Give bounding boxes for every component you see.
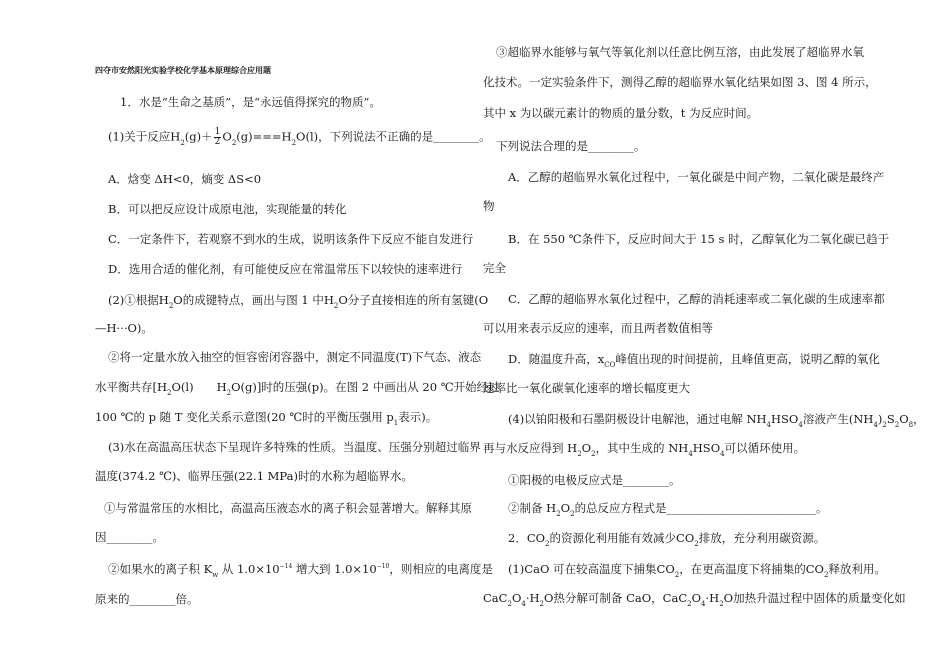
right-question: 下列说法合理的是________。 [496, 139, 646, 153]
q1-part3-item1-cont: 因________。 [95, 530, 164, 544]
option-c: C．一定条件下，若观察不到水的生成，说明该条件下反应不能自发进行 [108, 232, 474, 246]
fraction: $\frac{1}{2}$ [214, 127, 221, 147]
q1-part1: (1)关于反应$H_2(g)+$ $\frac{1}{2}$ $O_2(g)===H_2O(l)$，下列说法不正确的是________。 [108, 127, 491, 147]
right-option-b-cont: 完全 [483, 261, 506, 275]
option-a: A．焓变 ΔH<0，熵变 ΔS<0 [108, 172, 262, 186]
right-para1-line3: 其中 x 为以碳元素计的物质的量分数，t 为反应时间。 [483, 106, 759, 120]
q2-part1-line2: $CaC_2O_4\cdot H_2O$热分解可制备 CaO，$CaC_2O_4\cdot H_2O$加热升温过程中固体的质量变化如 [483, 591, 906, 608]
right-option-a-cont: 物 [483, 199, 495, 213]
q1-part2a-cont: —H···O)。 [95, 321, 153, 335]
right-option-d: D．随温度升高，$x_{CO}$峰值出现的时间提前，且峰值更高，说明乙醇的氧化 [508, 352, 880, 369]
q2-intro: 2．$CO_2$的资源化利用能有效减少$CO_2$排放，充分利用碳资源。 [508, 531, 826, 548]
right-para1-line2: 化技术。一定实验条件下，测得乙醇的超临界水氧化结果如图 3、图 4 所示， [483, 75, 877, 89]
document-header: 四夺市安然阳光实验学校化学基本原理综合应用题 [95, 66, 271, 75]
q1-part4-item2: ②制备 $H_2O_2$的总反应方程式是__________________________。 [508, 501, 828, 518]
q1-part4-line2: 再与水反应得到 $H_2O_2$，其中生成的 $NH_4HSO_4$可以循环使用。 [483, 441, 806, 458]
q1-intro: 1．水是“生命之基质”，是“永远值得探究的物质”。 [120, 95, 381, 109]
option-b: B．可以把反应设计成原电池，实现能量的转化 [108, 202, 347, 216]
option-d: D．选用合适的催化剂，有可能使反应在常温常压下以较快的速率进行 [108, 262, 463, 276]
q1-part2a: (2)①根据$H_2O$的成键特点，画出与图 1 中$H_2O$分子直接相连的所有氢键(O [108, 293, 489, 310]
right-para1: ③超临界水能够与氧气等氧化剂以任意比例互溶，由此发展了超临界水氧 [496, 45, 864, 59]
q1-part3: (3)水在高温高压状态下呈现许多特殊的性质。当温度、压强分别超过临界 [108, 440, 481, 454]
q1-part2b-line3: 100 ℃的 p 随 T 变化关系示意图(20 ℃时的平衡压强用 $p_1$表示)。 [95, 410, 438, 427]
q1-part2b: ②将一定量水放入抽空的恒容密闭容器中，测定不同温度(T)下气态、液态 [108, 350, 482, 364]
q1-part3-item2: ②如果水的离子积 $K_w$ 从 $1.0\times 10^{-14}$ 增大到 $1.0\times 10^{-10}$，则相应的电离度是 [108, 562, 493, 579]
q2-part1: (1)CaO 可在较高温度下捕集$CO_2$，在更高温度下将捕集的$CO_2$释放利用。 [508, 562, 886, 579]
q1-part3-line2: 温度(374.2 ℃)、临界压强(22.1 MPa)时的水称为超临界水。 [95, 469, 413, 483]
right-option-a: A．乙醇的超临界水氧化过程中，一氧化碳是中间产物，二氧化碳是最终产 [508, 170, 885, 184]
q1-part4: (4)以铂阳极和石墨阴极设计电解池，通过电解 $NH_4HSO_4$溶液产生$(NH_4)_2S_2O_8$， [508, 412, 925, 429]
right-option-c-cont: 可以用来表示反应的速率，而且两者数值相等 [483, 321, 713, 335]
right-option-b: B．在 550 ℃条件下，反应时间大于 15 s 时，乙醇氧化为二氧化碳已趋于 [508, 232, 890, 246]
right-option-c: C．乙醇的超临界水氧化过程中，乙醇的消耗速率或二氧化碳的生成速率都 [508, 292, 885, 306]
right-option-d-cont: 速率比一氧化碳氧化速率的增长幅度更大 [483, 381, 690, 395]
q1-part3-item1: ①与常温常压的水相比，高温高压液态水的离子积会显著增大。解释其原 [104, 501, 472, 515]
q1-part3-item2-cont: 原来的________倍。 [95, 592, 199, 606]
q1-part2b-line2: 水平衡共存[$H_2O(l)$ $H_2O(g)$]时的压强(p)。在图 2 中画出从 20 ℃开始经过 [95, 380, 500, 397]
q1-part4-item1: ①阳极的电极反应式是________。 [508, 473, 681, 487]
